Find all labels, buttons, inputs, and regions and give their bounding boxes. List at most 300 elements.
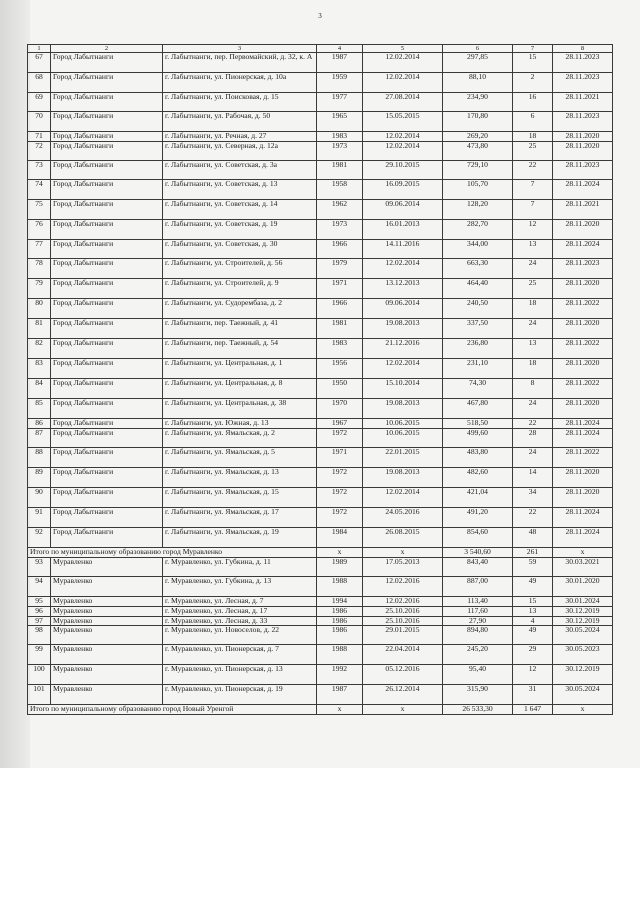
table-row [28,142,613,161]
address-cell: г. Лабытнанги, ул. Ямальская, д. 15 [163,488,317,508]
municipality-cell: Город Лабытнанги [51,180,163,200]
year-built-cell: 1966 [317,299,363,319]
area-cell: 464,40 [443,279,513,299]
survey-date-cell: 15.05.2015 [363,112,443,132]
area-cell: 344,00 [443,240,513,259]
table-row [28,259,613,279]
address-cell: г. Лабытнанги, ул. Ямальская, д. 5 [163,448,317,468]
area-cell: 663,30 [443,259,513,279]
address-cell: г. Лабытнанги, ул. Ямальская, д. 17 [163,508,317,528]
area-cell: 894,80 [443,626,513,645]
survey-date-cell: 27.08.2014 [363,93,443,112]
residents-cell: 8 [513,379,553,399]
area-cell: 231,10 [443,359,513,379]
resettlement-date-cell: 28.11.2020 [553,319,613,339]
municipality-cell: Город Лабытнанги [51,508,163,528]
area-cell: 27,90 [443,616,513,626]
row-number-cell: 94 [28,577,51,597]
resettlement-date-cell: 28.11.2023 [553,161,613,180]
municipality-cell: Город Лабытнанги [51,132,163,142]
survey-date-cell: 17.05.2013 [363,558,443,577]
year-built-cell: 1966 [317,240,363,259]
area-cell: 269,20 [443,132,513,142]
address-cell: г. Лабытнанги, ул. Советская, д. 30 [163,240,317,259]
table-row [28,508,613,528]
survey-date-cell: 19.08.2013 [363,468,443,488]
residents-cell: 24 [513,319,553,339]
municipality-cell: Город Лабытнанги [51,419,163,429]
municipality-cell: Город Лабытнанги [51,161,163,180]
address-cell: г. Муравленко, ул. Губкина, д. 11 [163,558,317,577]
row-number-cell: 69 [28,93,51,112]
year-built-cell: 1986 [317,616,363,626]
year-built-cell: 1981 [317,161,363,180]
residents-cell: 18 [513,299,553,319]
survey-date-cell: 29.01.2015 [363,626,443,645]
year-built-cell: 1979 [317,259,363,279]
row-number-cell: 76 [28,220,51,240]
survey-date-cell: 09.06.2014 [363,299,443,319]
residents-cell: 2 [513,73,553,93]
residents-cell: 22 [513,508,553,528]
resettlement-date-cell: 28.11.2020 [553,399,613,419]
address-cell: г. Лабытнанги, пер. Таежный, д. 41 [163,319,317,339]
municipality-cell: Город Лабытнанги [51,93,163,112]
table-row [28,488,613,508]
year-built-cell: 1973 [317,142,363,161]
survey-date-cell: 25.10.2016 [363,607,443,617]
column-number: 1 [28,45,51,53]
survey-date-cell: 12.02.2014 [363,259,443,279]
row-number-cell: 67 [28,53,51,73]
municipality-cell: Город Лабытнанги [51,359,163,379]
area-cell: 482,60 [443,468,513,488]
address-cell: г. Лабытнанги, ул. Советская, д. 3а [163,161,317,180]
address-cell: г. Лабытнанги, ул. Центральная, д. 38 [163,399,317,419]
table-row [28,180,613,200]
survey-date-cell: 25.10.2016 [363,616,443,626]
year-built-cell: 1989 [317,558,363,577]
summary-resettlement-date: х [553,705,613,715]
residents-cell: 22 [513,161,553,180]
row-number-cell: 97 [28,616,51,626]
residents-cell: 14 [513,468,553,488]
row-number-cell: 100 [28,665,51,685]
year-built-cell: 1972 [317,508,363,528]
year-built-cell: 1972 [317,429,363,448]
area-cell: 729,10 [443,161,513,180]
address-cell: г. Лабытнанги, ул. Ямальская, д. 13 [163,468,317,488]
year-built-cell: 1988 [317,645,363,665]
address-cell: г. Лабытнанги, ул. Ямальская, д. 19 [163,528,317,548]
year-built-cell: 1994 [317,597,363,607]
row-number-cell: 74 [28,180,51,200]
municipality-cell: Муравленко [51,645,163,665]
residents-cell: 29 [513,645,553,665]
table-row [28,429,613,448]
address-cell: г. Муравленко, ул. Губкина, д. 13 [163,577,317,597]
residents-cell: 24 [513,399,553,419]
year-built-cell: 1958 [317,180,363,200]
row-number-cell: 95 [28,597,51,607]
area-cell: 854,60 [443,528,513,548]
survey-date-cell: 21.12.2016 [363,339,443,359]
year-built-cell: 1971 [317,448,363,468]
year-built-cell: 1987 [317,53,363,73]
row-number-cell: 101 [28,685,51,705]
table-row [28,319,613,339]
address-cell: г. Муравленко, ул. Пионерская, д. 19 [163,685,317,705]
row-number-cell: 96 [28,607,51,617]
residents-cell: 7 [513,180,553,200]
residents-cell: 34 [513,488,553,508]
address-cell: г. Лабытнанги, ул. Пионерская, д. 10а [163,73,317,93]
area-cell: 473,80 [443,142,513,161]
row-number-cell: 91 [28,508,51,528]
summary-label: Итого по муниципальному образованию город Муравленко [28,548,317,558]
area-cell: 74,30 [443,379,513,399]
scan-edge-strip [0,0,30,768]
resettlement-date-cell: 28.11.2022 [553,448,613,468]
address-cell: г. Лабытнанги, ул. Центральная, д. 1 [163,359,317,379]
survey-date-cell: 22.01.2015 [363,448,443,468]
summary-residents: 1 647 [513,705,553,715]
year-built-cell: 1992 [317,665,363,685]
table-row [28,665,613,685]
page-number: 3 [318,12,322,20]
area-cell: 518,50 [443,419,513,429]
municipality-cell: Город Лабытнанги [51,399,163,419]
resettlement-date-cell: 28.11.2020 [553,359,613,379]
area-cell: 315,90 [443,685,513,705]
municipality-cell: Муравленко [51,558,163,577]
row-number-cell: 81 [28,319,51,339]
table-row [28,685,613,705]
area-cell: 297,85 [443,53,513,73]
survey-date-cell: 12.02.2014 [363,73,443,93]
survey-date-cell: 16.09.2015 [363,180,443,200]
municipality-cell: Муравленко [51,616,163,626]
area-cell: 170,80 [443,112,513,132]
year-built-cell: 1981 [317,319,363,339]
row-number-cell: 79 [28,279,51,299]
table-row [28,132,613,142]
summary-label: Итого по муниципальному образованию город Новый Уренгой [28,705,317,715]
row-number-cell: 89 [28,468,51,488]
municipality-cell: Город Лабытнанги [51,468,163,488]
area-cell: 95,40 [443,665,513,685]
resettlement-date-cell: 30.12.2019 [553,616,613,626]
table-row [28,577,613,597]
municipality-cell: Город Лабытнанги [51,488,163,508]
year-built-cell: 1967 [317,419,363,429]
area-cell: 467,80 [443,399,513,419]
survey-date-cell: 26.08.2015 [363,528,443,548]
table-row [28,53,613,73]
resettlement-date-cell: 28.11.2022 [553,379,613,399]
area-cell: 282,70 [443,220,513,240]
row-number-cell: 72 [28,142,51,161]
address-cell: г. Лабытнанги, ул. Южная, д. 13 [163,419,317,429]
summary-residents: 261 [513,548,553,558]
survey-date-cell: 10.06.2015 [363,429,443,448]
residents-cell: 12 [513,665,553,685]
table-body [28,45,613,715]
row-number-cell: 77 [28,240,51,259]
column-number: 5 [363,45,443,53]
residents-cell: 49 [513,626,553,645]
table-row [28,607,613,617]
municipality-cell: Город Лабытнанги [51,240,163,259]
resettlement-date-cell: 28.11.2020 [553,132,613,142]
resettlement-date-cell: 28.11.2023 [553,112,613,132]
row-number-cell: 71 [28,132,51,142]
table-row [28,558,613,577]
survey-date-cell: 29.10.2015 [363,161,443,180]
address-cell: г. Муравленко, ул. Лесная, д. 33 [163,616,317,626]
address-cell: г. Муравленко, ул. Лесная, д. 17 [163,607,317,617]
address-cell: г. Лабытнанги, пер. Таежный, д. 54 [163,339,317,359]
survey-date-cell: 05.12.2016 [363,665,443,685]
table-row [28,220,613,240]
municipality-cell: Город Лабытнанги [51,142,163,161]
resettlement-date-cell: 30.05.2024 [553,685,613,705]
row-number-cell: 88 [28,448,51,468]
year-built-cell: 1970 [317,399,363,419]
area-cell: 105,70 [443,180,513,200]
residents-cell: 18 [513,359,553,379]
row-number-cell: 86 [28,419,51,429]
survey-date-cell: 12.02.2016 [363,597,443,607]
resettlement-date-cell: 30.05.2024 [553,626,613,645]
municipality-cell: Муравленко [51,577,163,597]
survey-date-cell: 19.08.2013 [363,319,443,339]
year-built-cell: 1977 [317,93,363,112]
table-row [28,379,613,399]
survey-date-cell: 14.11.2016 [363,240,443,259]
year-built-cell: 1971 [317,279,363,299]
residents-cell: 25 [513,142,553,161]
municipality-cell: Муравленко [51,665,163,685]
residents-cell: 13 [513,339,553,359]
survey-date-cell: 24.05.2016 [363,508,443,528]
column-number: 3 [163,45,317,53]
summary-survey-date: х [363,705,443,715]
address-cell: г. Муравленко, ул. Лесная, д. 7 [163,597,317,607]
year-built-cell: 1965 [317,112,363,132]
area-cell: 88,10 [443,73,513,93]
table-row [28,112,613,132]
survey-date-cell: 22.04.2014 [363,645,443,665]
residents-cell: 24 [513,448,553,468]
address-cell: г. Лабытнанги, ул. Центральная, д. 8 [163,379,317,399]
municipality-cell: Город Лабытнанги [51,448,163,468]
resettlement-date-cell: 28.11.2021 [553,93,613,112]
column-number-row [28,45,613,53]
area-cell: 491,20 [443,508,513,528]
area-cell: 234,90 [443,93,513,112]
row-number-cell: 75 [28,200,51,220]
survey-date-cell: 26.12.2014 [363,685,443,705]
residents-cell: 7 [513,200,553,220]
survey-date-cell: 16.01.2013 [363,220,443,240]
municipality-cell: Город Лабытнанги [51,220,163,240]
municipality-cell: Город Лабытнанги [51,200,163,220]
resettlement-date-cell: 30.01.2020 [553,577,613,597]
table-row [28,161,613,180]
municipality-cell: Город Лабытнанги [51,73,163,93]
column-number: 4 [317,45,363,53]
table-row [28,528,613,548]
row-number-cell: 87 [28,429,51,448]
resettlement-date-cell: 28.11.2024 [553,180,613,200]
table-row [28,468,613,488]
survey-date-cell: 12.02.2016 [363,577,443,597]
year-built-cell: 1986 [317,607,363,617]
area-cell: 843,40 [443,558,513,577]
year-built-cell: 1972 [317,488,363,508]
survey-date-cell: 15.10.2014 [363,379,443,399]
row-number-cell: 85 [28,399,51,419]
table-row [28,93,613,112]
summary-survey-date: х [363,548,443,558]
year-built-cell: 1984 [317,528,363,548]
table-row [28,240,613,259]
year-built-cell: 1988 [317,577,363,597]
municipality-cell: Город Лабытнанги [51,53,163,73]
resettlement-date-cell: 28.11.2024 [553,508,613,528]
residents-cell: 15 [513,53,553,73]
row-number-cell: 80 [28,299,51,319]
survey-date-cell: 10.06.2015 [363,419,443,429]
row-number-cell: 70 [28,112,51,132]
resettlement-date-cell: 28.11.2024 [553,240,613,259]
summary-year-built: х [317,548,363,558]
table-row [28,279,613,299]
summary-area: 26 533,30 [443,705,513,715]
table-row [28,399,613,419]
municipality-cell: Город Лабытнанги [51,299,163,319]
address-cell: г. Лабытнанги, ул. Советская, д. 19 [163,220,317,240]
table-row [28,645,613,665]
row-number-cell: 68 [28,73,51,93]
residents-cell: 13 [513,240,553,259]
municipality-cell: Город Лабытнанги [51,112,163,132]
resettlement-date-cell: 28.11.2020 [553,220,613,240]
resettlement-date-cell: 28.11.2023 [553,73,613,93]
resettlement-date-cell: 28.11.2022 [553,339,613,359]
residents-cell: 13 [513,607,553,617]
resettlement-date-cell: 28.11.2024 [553,528,613,548]
resettlement-date-cell: 28.11.2024 [553,429,613,448]
residents-cell: 18 [513,132,553,142]
residents-cell: 49 [513,577,553,597]
year-built-cell: 1973 [317,220,363,240]
row-number-cell: 99 [28,645,51,665]
residents-cell: 16 [513,93,553,112]
municipality-cell: Муравленко [51,626,163,645]
municipality-cell: Город Лабытнанги [51,379,163,399]
table-row [28,200,613,220]
column-number: 7 [513,45,553,53]
address-cell: г. Лабытнанги, ул. Ямальская, д. 2 [163,429,317,448]
table-row [28,359,613,379]
residents-cell: 28 [513,429,553,448]
area-cell: 240,50 [443,299,513,319]
address-cell: г. Лабытнанги, ул. Советская, д. 13 [163,180,317,200]
area-cell: 887,00 [443,577,513,597]
municipality-cell: Город Лабытнанги [51,429,163,448]
address-cell: г. Лабытнанги, ул. Строителей, д. 56 [163,259,317,279]
municipality-cell: Муравленко [51,597,163,607]
address-cell: г. Лабытнанги, пер. Первомайский, д. 32, к. А [163,53,317,73]
year-built-cell: 1972 [317,468,363,488]
area-cell: 236,80 [443,339,513,359]
summary-row [28,705,613,715]
residents-cell: 59 [513,558,553,577]
resettlement-date-cell: 28.11.2022 [553,299,613,319]
table-row [28,597,613,607]
address-cell: г. Лабытнанги, ул. Северная, д. 12а [163,142,317,161]
municipality-cell: Город Лабытнанги [51,259,163,279]
table-row [28,616,613,626]
area-cell: 113,40 [443,597,513,607]
residents-cell: 22 [513,419,553,429]
survey-date-cell: 12.02.2014 [363,142,443,161]
address-cell: г. Лабытнанги, ул. Рабочая, д. 50 [163,112,317,132]
municipality-cell: Муравленко [51,607,163,617]
resettlement-date-cell: 30.01.2024 [553,597,613,607]
residents-cell: 12 [513,220,553,240]
municipality-cell: Город Лабытнанги [51,319,163,339]
area-cell: 337,50 [443,319,513,339]
year-built-cell: 1962 [317,200,363,220]
address-cell: г. Муравленко, ул. Новоселов, д. 22 [163,626,317,645]
row-number-cell: 73 [28,161,51,180]
summary-resettlement-date: х [553,548,613,558]
column-number: 2 [51,45,163,53]
year-built-cell: 1983 [317,339,363,359]
survey-date-cell: 12.02.2014 [363,132,443,142]
row-number-cell: 83 [28,359,51,379]
row-number-cell: 90 [28,488,51,508]
resettlement-date-cell: 28.11.2023 [553,259,613,279]
address-cell: г. Муравленко, ул. Пионерская, д. 7 [163,645,317,665]
housing-register-table [27,44,613,715]
table-row [28,448,613,468]
year-built-cell: 1983 [317,132,363,142]
address-cell: г. Лабытнанги, ул. Поисковая, д. 15 [163,93,317,112]
survey-date-cell: 12.02.2014 [363,359,443,379]
row-number-cell: 93 [28,558,51,577]
municipality-cell: Город Лабытнанги [51,279,163,299]
survey-date-cell: 19.08.2013 [363,399,443,419]
residents-cell: 31 [513,685,553,705]
resettlement-date-cell: 28.11.2020 [553,279,613,299]
residents-cell: 24 [513,259,553,279]
area-cell: 245,20 [443,645,513,665]
column-number: 8 [553,45,613,53]
area-cell: 483,80 [443,448,513,468]
residents-cell: 25 [513,279,553,299]
address-cell: г. Муравленко, ул. Пионерская, д. 13 [163,665,317,685]
address-cell: г. Лабытнанги, ул. Судорембаза, д. 2 [163,299,317,319]
row-number-cell: 92 [28,528,51,548]
resettlement-date-cell: 28.11.2023 [553,53,613,73]
row-number-cell: 78 [28,259,51,279]
resettlement-date-cell: 30.03.2021 [553,558,613,577]
summary-row [28,548,613,558]
